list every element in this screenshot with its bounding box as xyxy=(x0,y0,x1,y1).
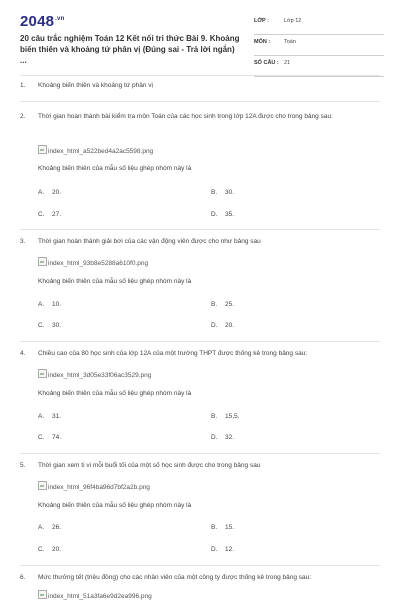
logo-suffix: .vn xyxy=(55,16,65,22)
option-text: 20. xyxy=(52,546,62,553)
question-number: 5. xyxy=(20,462,26,469)
option-text: 31. xyxy=(52,413,62,420)
option-letter: D. xyxy=(211,211,218,218)
option-letter: A. xyxy=(38,301,45,308)
option-letter: A. xyxy=(38,524,45,531)
page-title: 20 câu trắc nghiệm Toán 12 Kết nối tri thức Bài 9. Khoảng biến thiên và khoảng tứ phân vị (Đúng sai - Trả lời ngắn) ... xyxy=(20,34,240,65)
divider xyxy=(20,229,380,230)
meta-label: LỚP : xyxy=(254,18,269,24)
question-stem: Chiều cao của 80 học sinh của lớp 12A của một trường THPT được thống kê trong bảng sau: xyxy=(38,350,308,357)
option-letter: B. xyxy=(211,413,218,420)
option-a[interactable] xyxy=(38,187,61,199)
meta-value: Lớp 12 xyxy=(284,18,302,24)
option-letter: B. xyxy=(211,524,218,531)
question-stem: Mức thưởng tết (triệu đồng) cho các nhân viên của một công ty được thống kê trong bảng sau: xyxy=(38,574,312,581)
image-filename: index_html_3d05e33f06ac3529.png xyxy=(48,372,152,379)
option-c[interactable] xyxy=(38,320,61,332)
divider xyxy=(20,101,380,102)
divider xyxy=(20,565,380,566)
image-filename: index_html_51a3fa6e9d2ea996.png xyxy=(48,593,152,600)
question-stem: Thời gian xem ti vi mỗi buổi tối của một số học sinh được cho trong bảng sau xyxy=(38,462,261,469)
option-letter: C. xyxy=(38,322,45,329)
question-substem: Khoảng biến thiên của mẫu số liệu ghép nhóm này là xyxy=(38,278,192,285)
option-letter: C. xyxy=(38,211,45,218)
option-a[interactable] xyxy=(38,299,61,311)
option-b[interactable] xyxy=(211,187,234,199)
option-letter: B. xyxy=(211,301,218,308)
option-text: 74. xyxy=(52,434,62,441)
meta-label: MÔN : xyxy=(254,39,271,45)
question-substem: Khoảng biến thiên của mẫu số liệu ghép nhóm này là xyxy=(38,502,192,509)
option-b[interactable] xyxy=(211,411,239,423)
option-letter: D. xyxy=(211,434,218,441)
option-text: 15. xyxy=(225,524,235,531)
meta-label: SỐ CÂU : xyxy=(254,60,279,66)
question-number: 1. xyxy=(20,82,26,89)
option-letter: C. xyxy=(38,546,45,553)
option-c[interactable] xyxy=(38,432,61,444)
divider xyxy=(20,453,380,454)
question-substem: Khoảng biến thiên của mẫu số liệu ghép nhóm này là xyxy=(38,165,192,172)
question-stem: Khoảng biến thiên và khoảng tứ phân vị xyxy=(38,82,153,89)
option-d[interactable] xyxy=(211,544,234,556)
option-text: 26. xyxy=(52,524,62,531)
broken-image xyxy=(38,590,152,600)
question-number: 3. xyxy=(20,238,26,245)
broken-image-icon xyxy=(38,257,47,266)
option-text: 35. xyxy=(225,211,235,218)
option-text: 10. xyxy=(52,301,62,308)
option-letter: D. xyxy=(211,546,218,553)
image-filename: index_html_93b8e5288a610f0.png xyxy=(48,260,149,267)
option-text: 20. xyxy=(52,189,62,196)
option-letter: D. xyxy=(211,322,218,329)
option-text: 15,5. xyxy=(225,413,240,420)
meta-value: 21 xyxy=(284,60,291,66)
broken-image-icon xyxy=(38,145,47,154)
option-text: 25. xyxy=(225,301,235,308)
meta-value: Toán xyxy=(284,39,296,45)
option-letter: C. xyxy=(38,434,45,441)
broken-image xyxy=(38,257,148,269)
question-stem: Thời gian hoàn thành bài kiểm tra môn Toán của các học sinh trong lớp 12A được cho trong bảng sau: xyxy=(38,113,333,120)
option-c[interactable] xyxy=(38,209,61,221)
broken-image xyxy=(38,145,153,157)
option-text: 32. xyxy=(225,434,235,441)
broken-image xyxy=(38,481,150,493)
option-letter: A. xyxy=(38,189,45,196)
option-d[interactable] xyxy=(211,432,234,444)
option-text: 30. xyxy=(225,189,235,196)
image-filename: index_html_96f4ba96d7bf2a2b.png xyxy=(48,484,150,491)
option-b[interactable] xyxy=(211,299,234,311)
option-letter: B. xyxy=(211,189,218,196)
question-substem: Khoảng biến thiên của mẫu số liệu ghép nhóm này là xyxy=(38,390,192,397)
question-number: 6. xyxy=(20,574,26,581)
option-text: 27. xyxy=(52,211,62,218)
option-c[interactable] xyxy=(38,544,61,556)
option-letter: A. xyxy=(38,413,45,420)
option-b[interactable] xyxy=(211,522,234,534)
option-d[interactable] xyxy=(211,209,234,221)
image-filename: index_html_a522bed4a2ac5598.png xyxy=(48,148,154,155)
option-text: 20. xyxy=(225,322,235,329)
question-stem: Thời gian hoàn thành giải bơi của các vận động viên được cho như bảng sau xyxy=(38,238,261,245)
divider xyxy=(20,341,380,342)
option-text: 12. xyxy=(225,546,235,553)
question-number: 4. xyxy=(20,350,26,357)
option-text: 30. xyxy=(52,322,62,329)
option-d[interactable] xyxy=(211,320,234,332)
broken-image xyxy=(38,369,151,381)
logo-text: 2048 xyxy=(20,13,55,30)
broken-image-icon xyxy=(38,590,47,599)
broken-image-icon xyxy=(38,369,47,378)
option-a[interactable] xyxy=(38,411,61,423)
question-number: 2. xyxy=(20,113,26,120)
option-a[interactable] xyxy=(38,522,61,534)
broken-image-icon xyxy=(38,481,47,490)
